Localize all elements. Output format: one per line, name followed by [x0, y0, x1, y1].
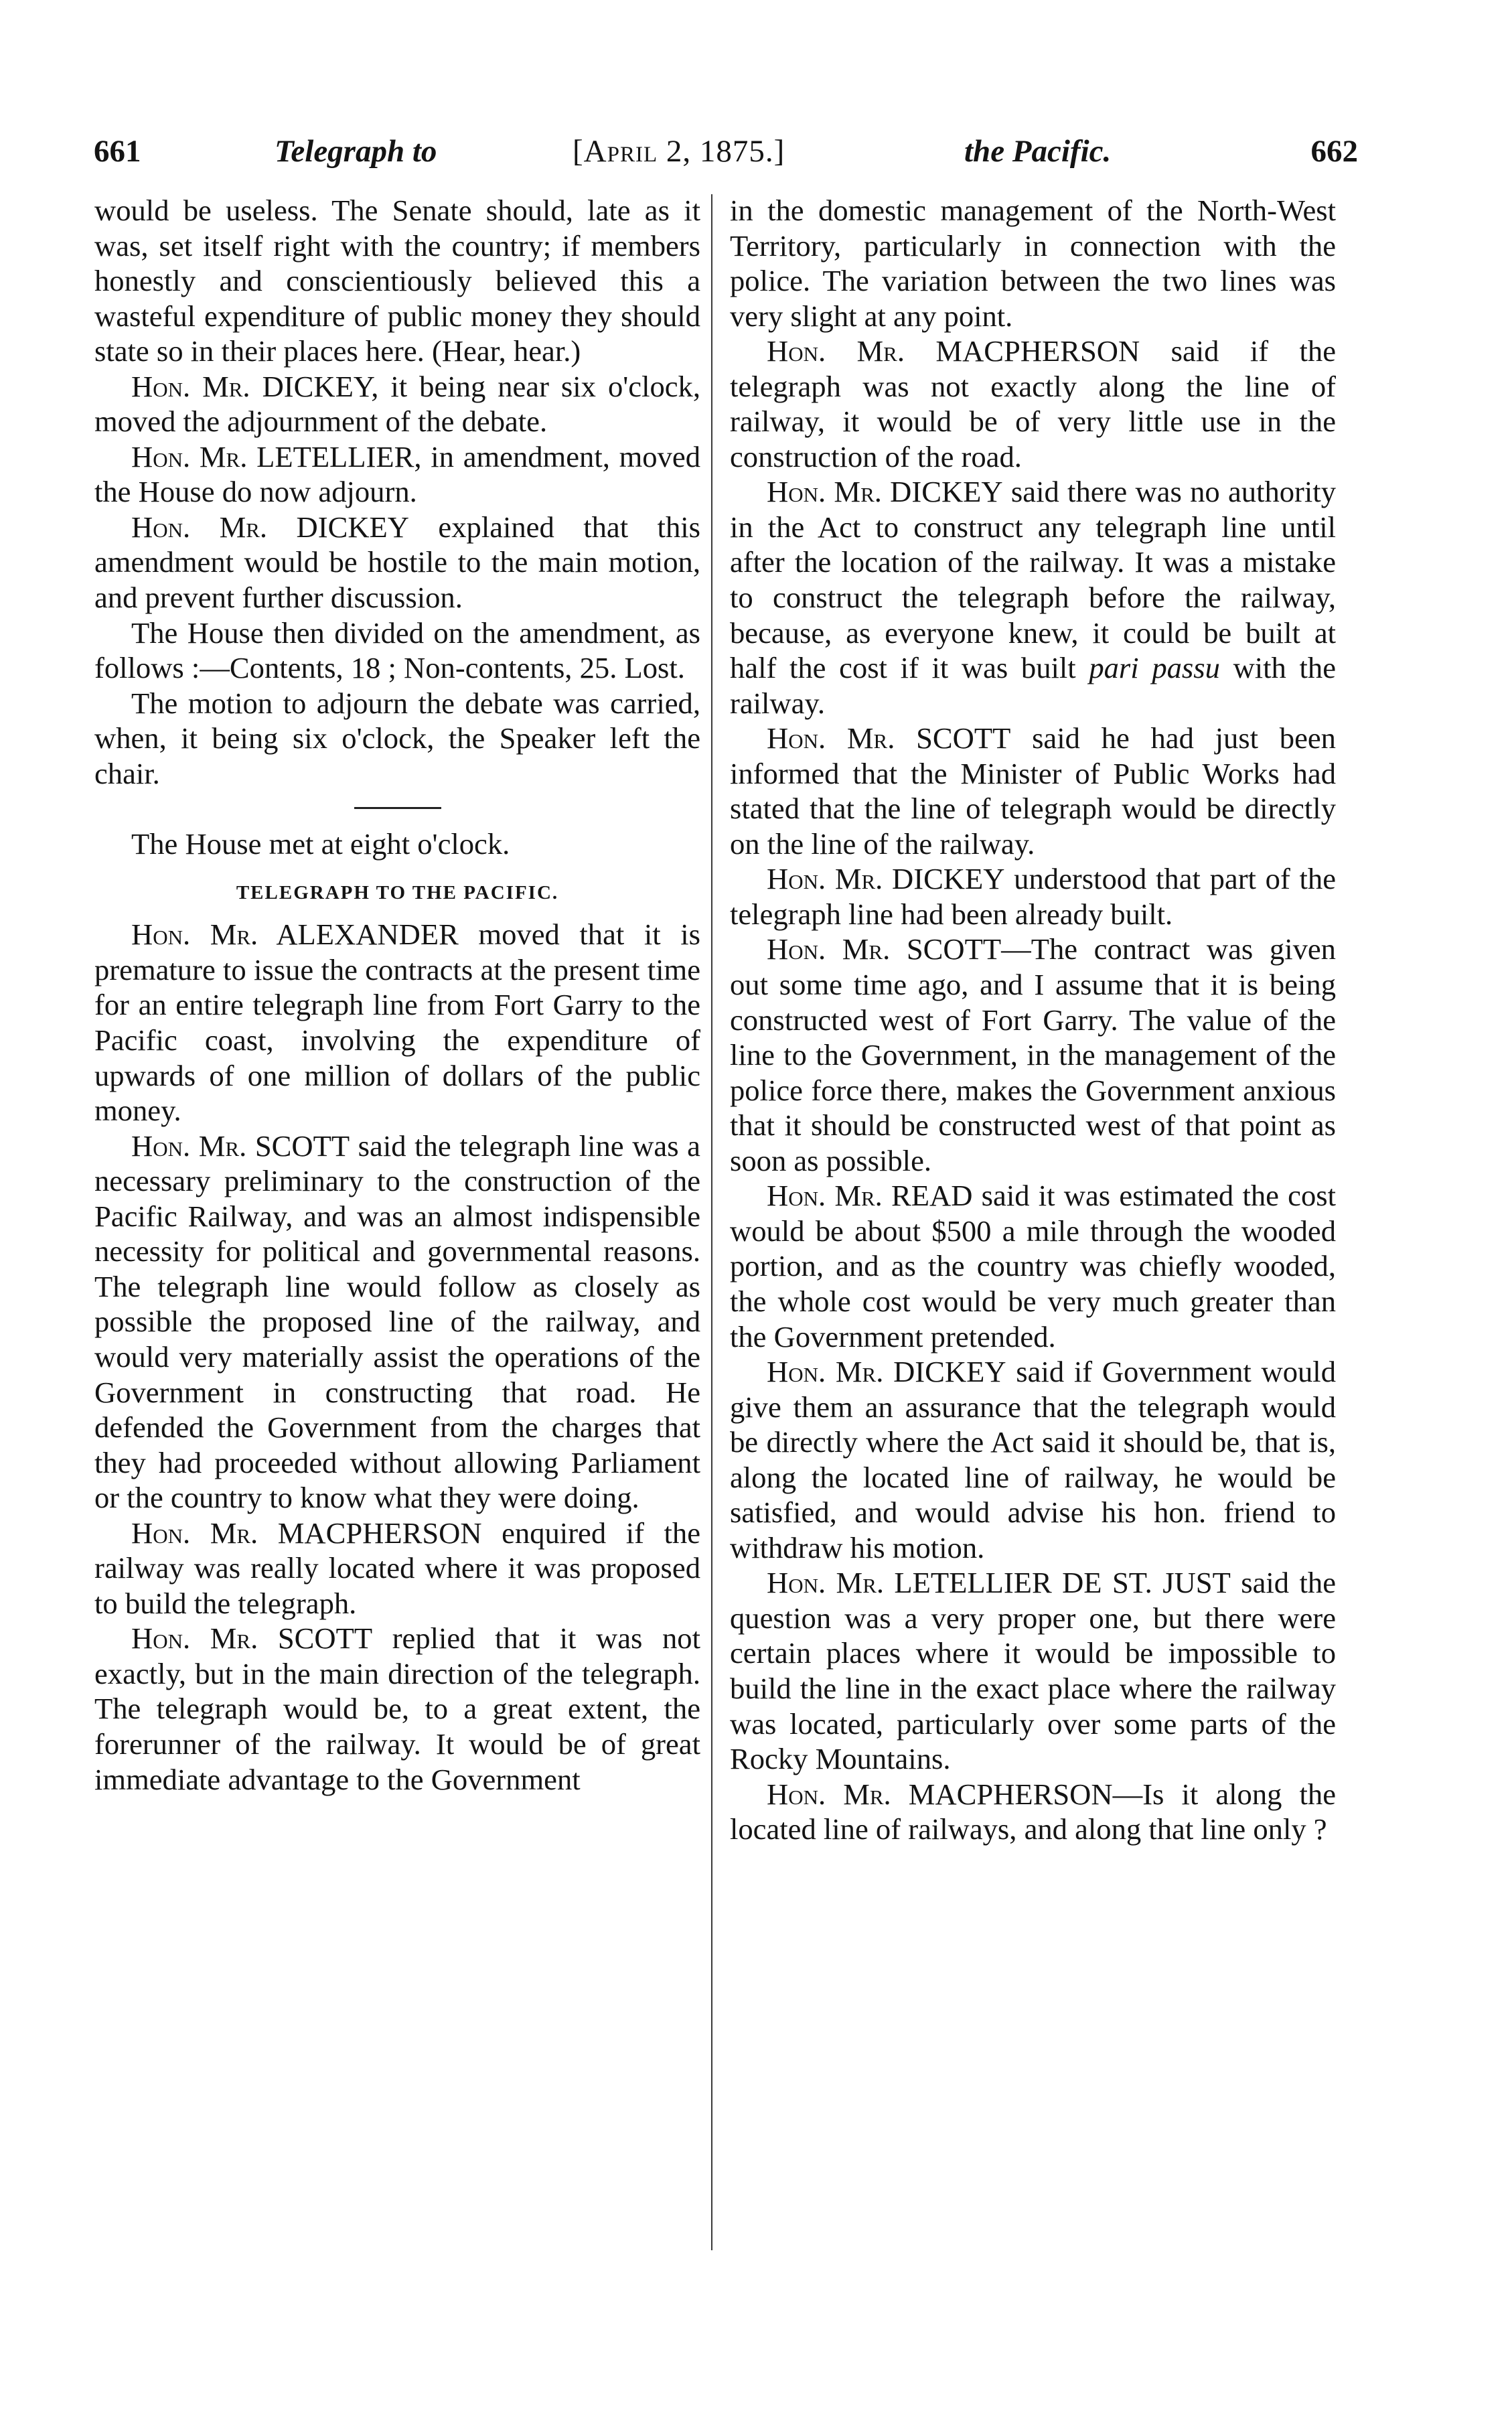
speaker-name: Hon. Mr. MACPHERSON [767, 1777, 1113, 1811]
speaker-name: Hon. Mr. MACPHERSON [767, 334, 1140, 368]
paragraph [94, 917, 700, 1128]
speaker-name: Hon. Mr. DICKEY [767, 862, 1005, 896]
paragraph [730, 1777, 1336, 1847]
paragraph-text: in amendment, moved the House do now adjourn. [94, 439, 700, 509]
column-divider [711, 194, 712, 2250]
paragraph-text: moved that it is premature to issue the contracts at the present time for an entire telegraph line from Fort Garry to the Pacific coast, involving the expenditure of upwards of one million of dollars of the public money. [94, 918, 700, 1128]
paragraph-text: said it was estimated the cost would be about $500 a mile through the wooded portion, and as the country was chiefly wooded, the whole cost would be very much greater than the Government pretended. [730, 1179, 1336, 1353]
speaker-name: Hon. Mr. DICKEY [131, 510, 409, 544]
paragraph-text: said the telegraph line was a necessary preliminary to the construction of the Pacific Railway, and was an almost indispensible necessity for political and governmental reasons. The telegraph line would follow as closely as possible the proposed line of the railway, and would very materially assist the operations of the Government in constructing that road. He defended the Government from the charges that they had proceeded without allowing Parliament or the country to know what they were doing. [94, 1128, 700, 1515]
section-rule [354, 807, 441, 809]
paragraph-text: —Is it along the located line of railways, and along that line only ? [730, 1777, 1336, 1846]
page-header [94, 125, 1358, 178]
right-running-title: the Pacific. [964, 134, 1112, 169]
speaker-name: Hon. Mr. SCOTT [767, 932, 1002, 966]
paragraph [730, 474, 1336, 721]
paragraph [94, 1128, 700, 1516]
paragraph: The motion to adjourn the debate was carried, when, it being six o'clock, the Speaker left the chair. [94, 686, 700, 790]
section-heading: TELEGRAPH TO THE PACIFIC. [236, 881, 559, 903]
paragraph-text: said if Government would give them an assurance that the telegraph would be directly where the Act said it should be, that is, along the located line of railway, he would be satisfied, and would advise his hon. friend to withdraw his motion. [730, 1355, 1336, 1564]
paragraph [730, 1178, 1336, 1354]
speaker-name: Hon. Mr. DICKEY [767, 1355, 1006, 1389]
paragraph [730, 721, 1336, 861]
speaker-name: Hon. Mr. READ [767, 1179, 973, 1213]
paragraph-text: with the railway. [730, 651, 1336, 720]
paragraph [730, 334, 1336, 474]
left-column [94, 193, 700, 1797]
paragraph-text: understood that part of the telegraph line had been already built. [730, 862, 1336, 931]
speaker-name: Hon. Mr. ALEXANDER [131, 918, 459, 952]
speaker-name: Hon. Mr. MACPHERSON [131, 1516, 482, 1550]
speaker-name: Hon. Mr. LETELLIER, [131, 439, 422, 473]
latin-phrase: pari passu [1089, 651, 1220, 685]
paragraph-text: replied that it was not exactly, but in the main direction of the telegraph. The telegraph would be, to a great extent, the forerunner of the railway. It would be of great immediate advantage to the Government [94, 1621, 700, 1796]
paragraph [94, 439, 700, 510]
paragraph [94, 1621, 700, 1797]
left-page-number: 661 [94, 134, 141, 169]
paragraph-text: said he had just been informed that the Minister of Public Works had stated that the line of telegraph would be directly on the line of the railway. [730, 721, 1336, 861]
speaker-name: Hon. Mr. DICKEY [767, 475, 1003, 509]
paragraph [730, 1565, 1336, 1776]
speaker-name: Hon. Mr. SCOTT [767, 721, 1011, 755]
speaker-name: Hon. Mr. SCOTT [131, 1128, 350, 1163]
paragraph [730, 932, 1336, 1178]
paragraph: The House then divided on the amendment, as follows :—Contents, 18 ; Non-contents, 25. Lost. [94, 615, 700, 685]
right-column [730, 193, 1336, 1847]
paragraph-text: it being near six o'clock, moved the adjournment of the debate. [94, 369, 701, 439]
speaker-name: Hon. Mr. DICKEY, [131, 369, 379, 403]
paragraph-text: said if the telegraph was not exactly along the line of railway, it would be of very little use in the construction of the road. [730, 334, 1336, 473]
paragraph-text: said there was no authority in the Act to construct any telegraph line until after the location of the railway. It was a mistake to construct the telegraph before the railway, because, as everyone knew, it could be built at half the cost if it was built [730, 475, 1336, 685]
left-running-title: Telegraph to [275, 134, 437, 169]
paragraph-text: would be useless. The Senate should, late as it was, set itself right with the country; if members honestly and conscientiously believed this a wasteful expenditure of public money they should state so in their places here. (Hear, hear.) [94, 194, 700, 368]
paragraph: The House met at eight o'clock. [131, 827, 510, 861]
paragraph [94, 369, 700, 439]
speaker-name: Hon. Mr. LETELLIER DE ST. JUST [767, 1566, 1231, 1600]
speaker-name: Hon. Mr. SCOTT [131, 1621, 373, 1656]
paragraph-text: said the question was a very proper one, but there were certain places where it would be impossible to build the line in the exact place where the railway was located, particularly over some parts of the Rocky Mountains. [730, 1566, 1336, 1776]
paragraph [94, 510, 700, 615]
paragraph [94, 1516, 700, 1621]
header-date: [April 2, 1875.] [573, 134, 785, 169]
paragraph-text: explained that this amendment would be hostile to the main motion, and prevent further discussion. [94, 510, 700, 615]
right-page-number: 662 [1310, 134, 1358, 169]
paragraph [730, 1354, 1336, 1565]
paragraph-text: —The contract was given out some time ago, and I assume that it is being constructed west of Fort Garry. The value of the line to the Government, in the management of the police force there, makes the Government anxious that it should be constructed west of that point as soon as possible. [730, 932, 1336, 1177]
paragraph: in the domestic management of the North-West Territory, particularly in connection with the police. The variation between the two lines was very slight at any point. [730, 194, 1336, 333]
paragraph-text: enquired if the railway was really located where it was proposed to build the telegraph. [94, 1516, 700, 1620]
paragraph [94, 193, 700, 369]
paragraph [730, 861, 1336, 932]
